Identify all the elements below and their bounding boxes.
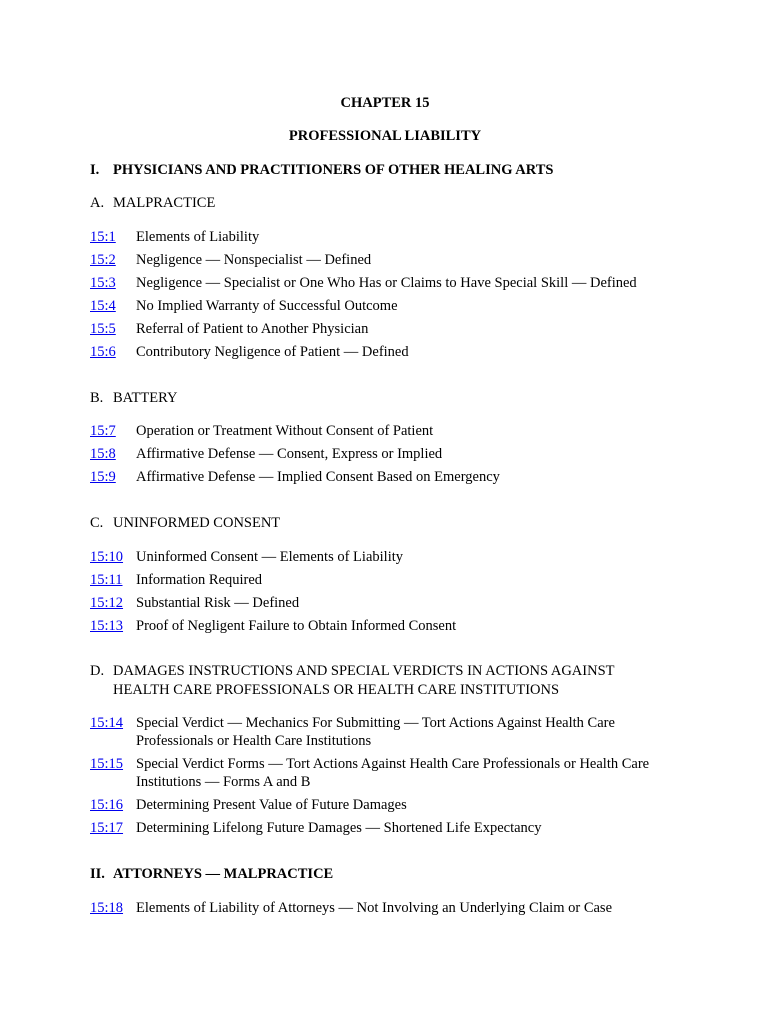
section-link-15-4[interactable]: 15:4 — [90, 298, 116, 314]
entry-title: Elements of Liability — [136, 229, 260, 245]
section-d-heading-line-1: DAMAGES INSTRUCTIONS AND SPECIAL VERDICTS IN ACTIONS AGAINST — [113, 663, 615, 679]
chapter-number: CHAPTER 15 — [340, 95, 430, 111]
section-link-15-1[interactable]: 15:1 — [90, 229, 116, 245]
section-link-15-5[interactable]: 15:5 — [90, 321, 116, 337]
section-link-15-8[interactable]: 15:8 — [90, 446, 116, 462]
entry-title: Elements of Liability of Attorneys — Not Involving an Underlying Claim or Case — [136, 900, 613, 916]
section-link-15-17[interactable]: 15:17 — [90, 820, 124, 836]
entry-title: Contributory Negligence of Patient — Defined — [136, 344, 409, 360]
section-link-15-15[interactable]: 15:15 — [90, 756, 124, 772]
section-link-15-12[interactable]: 15:12 — [90, 595, 124, 611]
entry-title: Negligence — Nonspecialist — Defined — [136, 252, 372, 268]
section-link-15-3[interactable]: 15:3 — [90, 275, 116, 291]
part-2-numeral: II. — [90, 866, 105, 882]
section-link-15-6[interactable]: 15:6 — [90, 344, 116, 360]
entry-title: Proof of Negligent Failure to Obtain Informed Consent — [136, 618, 457, 634]
entry-title: Referral of Patient to Another Physician — [136, 321, 369, 337]
entry-title: Negligence — Specialist or One Who Has or Claims to Have Special Skill — Defined — [136, 275, 637, 291]
entry-title-line-1: Special Verdict Forms — Tort Actions Against Health Care Professionals or Health Care — [136, 756, 650, 772]
entry-title: No Implied Warranty of Successful Outcome — [136, 298, 398, 314]
section-d-heading-line-2: HEALTH CARE PROFESSIONALS OR HEALTH CARE INSTITUTIONS — [113, 682, 560, 698]
entry-title: Affirmative Defense — Consent, Express or Implied — [136, 446, 443, 462]
entry-title: Operation or Treatment Without Consent of Patient — [136, 423, 434, 439]
part-1-heading: PHYSICIANS AND PRACTITIONERS OF OTHER HEALING ARTS — [113, 162, 554, 178]
section-link-15-2[interactable]: 15:2 — [90, 252, 116, 268]
entry-title-line-1: Special Verdict — Mechanics For Submitting — Tort Actions Against Health Care — [136, 715, 615, 731]
entry-title-line-2: Institutions — Forms A and B — [136, 774, 311, 790]
entry-title: Information Required — [136, 572, 263, 588]
section-link-15-13[interactable]: 15:13 — [90, 618, 124, 634]
section-b-heading: BATTERY — [113, 390, 178, 406]
section-link-15-18[interactable]: 15:18 — [90, 900, 124, 916]
section-a-heading: MALPRACTICE — [113, 195, 216, 211]
entry-title: Substantial Risk — Defined — [136, 595, 300, 611]
section-link-15-11[interactable]: 15:11 — [90, 572, 123, 588]
part-1-numeral: I. — [90, 162, 100, 178]
section-link-15-9[interactable]: 15:9 — [90, 469, 116, 485]
section-b-letter: B. — [90, 390, 104, 406]
chapter-title: PROFESSIONAL LIABILITY — [288, 128, 482, 144]
entry-title: Uninformed Consent — Elements of Liability — [136, 549, 403, 565]
entry-title: Affirmative Defense — Implied Consent Based on Emergency — [136, 469, 500, 485]
section-d-letter: D. — [90, 663, 105, 679]
section-link-15-14[interactable]: 15:14 — [90, 715, 124, 731]
section-link-15-10[interactable]: 15:10 — [90, 549, 124, 565]
section-link-15-7[interactable]: 15:7 — [90, 423, 116, 439]
section-a-letter: A. — [90, 195, 105, 211]
entry-title: Determining Present Value of Future Damages — [136, 797, 407, 813]
part-2-heading: ATTORNEYS — MALPRACTICE — [113, 866, 334, 882]
entry-title-line-2: Professionals or Health Care Institutions — [136, 733, 372, 749]
section-link-15-16[interactable]: 15:16 — [90, 797, 124, 813]
section-c-letter: C. — [90, 515, 104, 531]
section-c-heading: UNINFORMED CONSENT — [113, 515, 281, 531]
entry-title: Determining Lifelong Future Damages — Shortened Life Expectancy — [136, 820, 542, 836]
